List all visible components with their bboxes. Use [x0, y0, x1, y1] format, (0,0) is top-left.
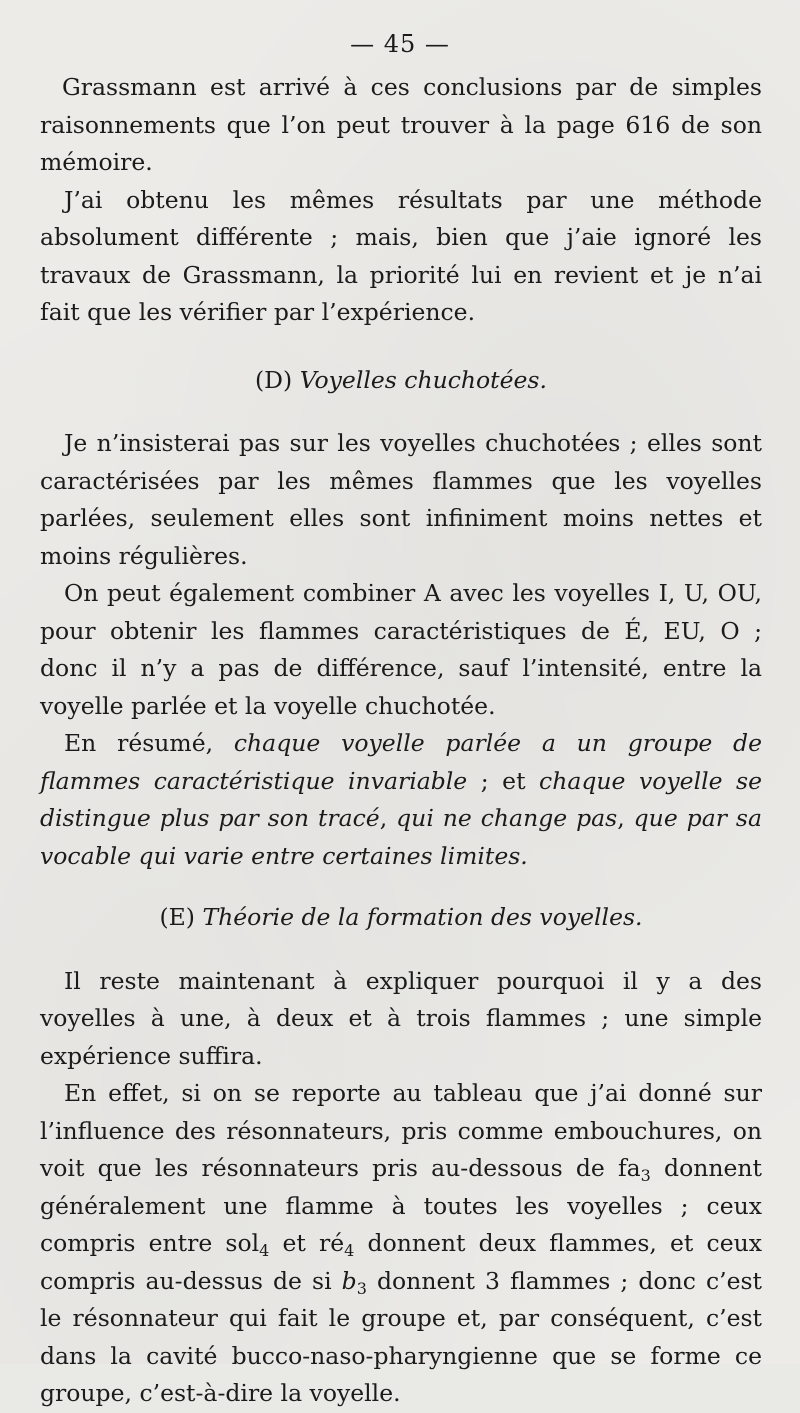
- p5-text: ; et: [467, 766, 540, 795]
- body-text: [40, 69, 762, 1413]
- p7-text: donnent deux flammes, et ceux compris au-dessus de si: [40, 1229, 762, 1295]
- p7-subscript: 4: [344, 1241, 355, 1260]
- p7-text: donnent 3 flammes ; donc c’est le résonnateur qui fait le groupe et, par conséquent, c’est dans la cavité bucco-naso-pharyngienne que se forme ce groupe, c’est-à-dire la voyelle.: [40, 1266, 762, 1407]
- paragraph-6: Il reste maintenant à expliquer pourquoi il y a des voyelles à une, à deux et à trois flammes ; une simple expérience suffira.: [40, 966, 762, 1070]
- p7-italic: b: [341, 1266, 357, 1295]
- p5-italic: chaque voyelle se distingue plus par son tracé: [40, 766, 762, 832]
- paragraph-7: [40, 1075, 762, 1413]
- section-e-title: Théorie de la formation des voyelles.: [202, 903, 643, 931]
- p5-italic: chaque voyelle parlée a un groupe de flammes caractéristique invariable: [40, 729, 762, 795]
- p7-text: et ré: [269, 1229, 345, 1257]
- paragraph-4: On peut également combiner A avec les voyelles I, U, OU, pour obtenir les flammes caractéristiques de É, EU, O ; donc il n’y a pas de différence, sauf l’intensité, entre la voyelle parlée et la voyelle chuchotée.: [40, 579, 762, 720]
- paragraph-3: Je n’insisterai pas sur les voyelles chuchotées ; elles sont caractérisées par les mêmes flammes que les voyelles parlées, seulement elles sont infiniment moins nettes et moins régulières.: [40, 429, 762, 570]
- paragraph-1: Grassmann est arrivé à ces conclusions par de simples raisonnements que l’on peut trouver à la page 616 de son mémoire.: [40, 73, 762, 176]
- p5-text: ,: [379, 804, 397, 832]
- section-e-label: (E): [159, 903, 195, 931]
- p7-subscript: 3: [356, 1278, 367, 1298]
- page-number: — 45 —: [350, 30, 450, 58]
- paragraph-5: [40, 725, 762, 875]
- p7-subscript: 3: [640, 1166, 651, 1185]
- p7-text: En effet, si on se reporte au tableau que j’ai donné sur l’influence des résonnateurs, pris comme embouchures, on voit que les résonnateurs pris au-dessous de fa: [40, 1079, 762, 1182]
- p7-subscript: 4: [259, 1241, 270, 1260]
- section-heading-e: [40, 899, 762, 937]
- p5-text: En résumé,: [64, 729, 234, 757]
- p5-italic: que par sa vocable qui varie entre certaines limites.: [40, 804, 762, 870]
- p5-italic: qui ne change pas: [396, 804, 618, 832]
- section-d-label: (D): [255, 365, 293, 394]
- section-d-title: Voyelles chuchotées.: [299, 365, 547, 394]
- p7-text: donnent généralement une flamme à toutes les voyelles ; ceux compris entre sol: [40, 1154, 762, 1257]
- paragraph-2: J’ai obtenu les mêmes résultats par une méthode absolument différente ; mais, bien que j’aie ignoré les travaux de Grassmann, la priorité lui en revient et je n’ai fait que les vérifier par l’expérience.: [40, 185, 762, 326]
- p5-text: ,: [617, 804, 634, 832]
- section-heading-d: [40, 362, 762, 400]
